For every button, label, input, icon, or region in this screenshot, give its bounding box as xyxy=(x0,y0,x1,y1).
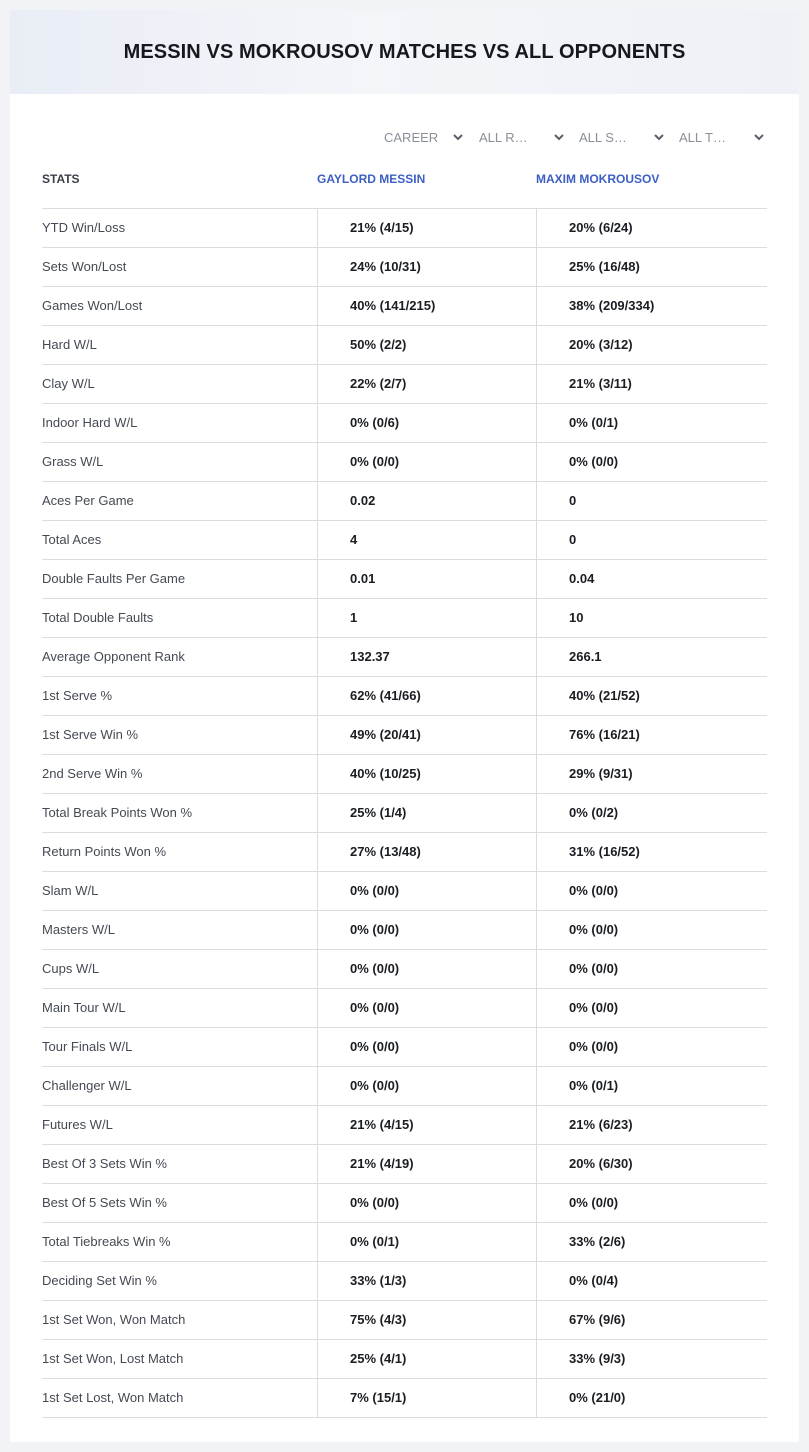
player2-value: 0 xyxy=(569,532,577,547)
player2-value: 0% (0/0) xyxy=(569,883,619,898)
stat-label: 1st Serve Win % xyxy=(42,727,139,742)
filter-rounds-label: ALL R… xyxy=(479,129,528,145)
player2-value-cell xyxy=(536,443,768,481)
player1-value: 0% (0/0) xyxy=(350,1195,400,1210)
table-row xyxy=(42,209,767,248)
player2-value: 0% (0/0) xyxy=(569,961,619,976)
table-row xyxy=(42,1106,767,1145)
table-row xyxy=(42,638,767,677)
player1-value: 40% (10/25) xyxy=(350,766,421,781)
stat-label: Best Of 3 Sets Win % xyxy=(42,1156,167,1171)
player2-value-cell xyxy=(536,755,768,793)
player2-value: 67% (9/6) xyxy=(569,1312,626,1327)
filter-surface-label: ALL S… xyxy=(579,129,627,145)
chevron-down-icon xyxy=(653,131,665,143)
stat-label: Futures W/L xyxy=(42,1117,113,1132)
player1-value: 49% (20/41) xyxy=(350,727,421,742)
table-row xyxy=(42,1379,767,1418)
stat-label: Deciding Set Win % xyxy=(42,1273,157,1288)
table-row xyxy=(42,1067,767,1106)
player2-value: 10 xyxy=(569,610,584,625)
player2-value-cell xyxy=(536,911,768,949)
player1-value: 25% (1/4) xyxy=(350,805,407,820)
stat-label: YTD Win/Loss xyxy=(42,220,126,235)
player1-value-cell xyxy=(317,482,537,520)
player1-value: 0% (0/0) xyxy=(350,454,400,469)
page-title: MESSIN VS MOKROUSOV MATCHES VS ALL OPPONENTS xyxy=(123,40,686,63)
player1-value: 0% (0/0) xyxy=(350,1078,400,1093)
table-row xyxy=(42,794,767,833)
table-row xyxy=(42,833,767,872)
player1-value-cell xyxy=(317,1184,537,1222)
table-row xyxy=(42,677,767,716)
player1-value: 21% (4/15) xyxy=(350,1117,414,1132)
table-row xyxy=(42,521,767,560)
player1-value-cell xyxy=(317,443,537,481)
player2-value-cell xyxy=(536,404,768,442)
player1-value: 0% (0/0) xyxy=(350,961,400,976)
table-row xyxy=(42,404,767,443)
stat-label: Tour Finals W/L xyxy=(42,1039,133,1054)
stat-label: Total Aces xyxy=(42,532,102,547)
player2-value: 29% (9/31) xyxy=(569,766,633,781)
player2-value: 33% (2/6) xyxy=(569,1234,626,1249)
player1-value-cell xyxy=(317,1340,537,1378)
player1-value-cell xyxy=(317,1067,537,1105)
player2-value: 76% (16/21) xyxy=(569,727,640,742)
player1-value-cell xyxy=(317,560,537,598)
stat-label: Best Of 5 Sets Win % xyxy=(42,1195,167,1210)
table-row xyxy=(42,1145,767,1184)
table-header xyxy=(42,168,767,209)
table-row xyxy=(42,287,767,326)
player2-value: 25% (16/48) xyxy=(569,259,640,274)
player1-value: 25% (4/1) xyxy=(350,1351,407,1366)
stat-label: Return Points Won % xyxy=(42,844,167,859)
player2-value: 20% (3/12) xyxy=(569,337,633,352)
stat-label: Masters W/L xyxy=(42,922,115,937)
player1-value: 0% (0/0) xyxy=(350,1039,400,1054)
player1-value: 62% (41/66) xyxy=(350,688,421,703)
filter-rounds-select[interactable] xyxy=(479,126,565,148)
player2-value-cell xyxy=(536,1379,768,1417)
player2-value-cell xyxy=(536,248,768,286)
column-header-stats: STATS xyxy=(42,172,80,186)
filter-tournament-label: ALL T… xyxy=(679,129,726,145)
stat-label: 2nd Serve Win % xyxy=(42,766,143,781)
filter-period-label: CAREER xyxy=(384,129,439,145)
player1-value: 0.02 xyxy=(350,493,376,508)
player2-value-cell xyxy=(536,326,768,364)
table-row xyxy=(42,1223,767,1262)
player1-value-cell xyxy=(317,1301,537,1339)
player2-value: 38% (209/334) xyxy=(569,298,655,313)
player2-value: 33% (9/3) xyxy=(569,1351,626,1366)
player2-value-cell xyxy=(536,1028,768,1066)
player1-value-cell xyxy=(317,833,537,871)
stat-label: Sets Won/Lost xyxy=(42,259,127,274)
table-row xyxy=(42,755,767,794)
player2-value-cell xyxy=(536,872,768,910)
player1-value: 21% (4/15) xyxy=(350,220,414,235)
player2-value-cell xyxy=(536,1067,768,1105)
table-row xyxy=(42,989,767,1028)
player1-value: 0% (0/0) xyxy=(350,1000,400,1015)
player2-value-cell xyxy=(536,1262,768,1300)
stat-label: Total Tiebreaks Win % xyxy=(42,1234,171,1249)
player2-value: 0% (0/0) xyxy=(569,1039,619,1054)
player2-value: 20% (6/24) xyxy=(569,220,633,235)
player2-value-cell xyxy=(536,209,768,247)
filters-bar xyxy=(10,126,799,148)
player1-value-cell xyxy=(317,950,537,988)
player2-value: 0% (0/0) xyxy=(569,1195,619,1210)
player2-value: 0% (0/2) xyxy=(569,805,619,820)
player2-value: 0% (0/0) xyxy=(569,454,619,469)
player1-value-cell xyxy=(317,1028,537,1066)
player2-value: 40% (21/52) xyxy=(569,688,640,703)
player1-value-cell xyxy=(317,599,537,637)
player1-value-cell xyxy=(317,794,537,832)
stat-label: Aces Per Game xyxy=(42,493,134,508)
table-row xyxy=(42,911,767,950)
table-row xyxy=(42,482,767,521)
player1-value-cell xyxy=(317,404,537,442)
stat-label: 1st Set Won, Won Match xyxy=(42,1312,186,1327)
player1-value: 0% (0/1) xyxy=(350,1234,400,1249)
filter-surface-select[interactable] xyxy=(579,126,665,148)
table-row xyxy=(42,1262,767,1301)
player1-value: 24% (10/31) xyxy=(350,259,421,274)
stat-label: Total Break Points Won % xyxy=(42,805,193,820)
stat-label: Main Tour W/L xyxy=(42,1000,126,1015)
player1-value-cell xyxy=(317,326,537,364)
header xyxy=(10,10,799,94)
player1-value-cell xyxy=(317,638,537,676)
player2-value: 21% (6/23) xyxy=(569,1117,633,1132)
player1-value: 75% (4/3) xyxy=(350,1312,407,1327)
player2-value-cell xyxy=(536,521,768,559)
stat-label: Games Won/Lost xyxy=(42,298,143,313)
player2-value: 0% (0/1) xyxy=(569,415,619,430)
player1-value: 7% (15/1) xyxy=(350,1390,407,1405)
player2-value-cell xyxy=(536,950,768,988)
player1-value-cell xyxy=(317,716,537,754)
player2-value-cell xyxy=(536,599,768,637)
player1-value: 21% (4/19) xyxy=(350,1156,414,1171)
player1-value: 1 xyxy=(350,610,358,625)
player2-value-cell xyxy=(536,1184,768,1222)
player1-value-cell xyxy=(317,1262,537,1300)
player1-value-cell xyxy=(317,1379,537,1417)
player2-value-cell xyxy=(536,1301,768,1339)
player1-value-cell xyxy=(317,287,537,325)
player2-value-cell xyxy=(536,716,768,754)
player1-value: 22% (2/7) xyxy=(350,376,407,391)
player2-value: 0% (0/4) xyxy=(569,1273,619,1288)
stats-table-body xyxy=(42,209,767,1418)
player2-value: 0 xyxy=(569,493,577,508)
filter-tournament-select[interactable] xyxy=(679,126,765,148)
table-row xyxy=(42,560,767,599)
player1-value-cell xyxy=(317,521,537,559)
table-row xyxy=(42,1028,767,1067)
player1-value: 50% (2/2) xyxy=(350,337,407,352)
player2-value-cell xyxy=(536,1106,768,1144)
column-header-player1[interactable]: GAYLORD MESSIN xyxy=(317,172,426,186)
player1-value-cell xyxy=(317,1106,537,1144)
player1-value: 0.01 xyxy=(350,571,376,586)
player2-value: 0% (0/0) xyxy=(569,1000,619,1015)
player2-value: 0.04 xyxy=(569,571,595,586)
stat-label: Average Opponent Rank xyxy=(42,649,185,664)
table-row xyxy=(42,443,767,482)
stat-label: 1st Serve % xyxy=(42,688,113,703)
stat-label: Total Double Faults xyxy=(42,610,154,625)
player1-value: 0% (0/0) xyxy=(350,922,400,937)
player2-value-cell xyxy=(536,638,768,676)
stat-label: Grass W/L xyxy=(42,454,104,469)
chevron-down-icon xyxy=(753,131,765,143)
player1-value-cell xyxy=(317,872,537,910)
player2-value-cell xyxy=(536,1223,768,1261)
player2-value: 266.1 xyxy=(569,649,602,664)
stat-label: 1st Set Lost, Won Match xyxy=(42,1390,184,1405)
table-row xyxy=(42,1184,767,1223)
player1-value-cell xyxy=(317,677,537,715)
table-row xyxy=(42,599,767,638)
player2-value: 0% (0/1) xyxy=(569,1078,619,1093)
chevron-down-icon xyxy=(553,131,565,143)
stats-card xyxy=(10,10,799,1442)
stat-label: Slam W/L xyxy=(42,883,99,898)
player1-value: 40% (141/215) xyxy=(350,298,436,313)
player2-value-cell xyxy=(536,794,768,832)
player1-value-cell xyxy=(317,209,537,247)
player2-value: 20% (6/30) xyxy=(569,1156,633,1171)
player1-value: 27% (13/48) xyxy=(350,844,421,859)
player2-value: 21% (3/11) xyxy=(569,376,632,391)
table-row xyxy=(42,365,767,404)
player1-value-cell xyxy=(317,1145,537,1183)
stat-label: Clay W/L xyxy=(42,376,95,391)
player2-value: 31% (16/52) xyxy=(569,844,640,859)
stat-label: Double Faults Per Game xyxy=(42,571,186,586)
player2-value: 0% (0/0) xyxy=(569,922,619,937)
player1-value-cell xyxy=(317,248,537,286)
player2-value-cell xyxy=(536,482,768,520)
player1-value-cell xyxy=(317,1223,537,1261)
player2-value-cell xyxy=(536,365,768,403)
player1-value-cell xyxy=(317,755,537,793)
player1-value-cell xyxy=(317,365,537,403)
player2-value-cell xyxy=(536,560,768,598)
table-row xyxy=(42,1340,767,1379)
stat-label: Challenger W/L xyxy=(42,1078,132,1093)
table-row xyxy=(42,248,767,287)
player1-value: 33% (1/3) xyxy=(350,1273,407,1288)
table-row xyxy=(42,872,767,911)
stat-label: Cups W/L xyxy=(42,961,100,976)
filter-period-select[interactable] xyxy=(384,126,464,148)
table-row xyxy=(42,716,767,755)
player1-value: 132.37 xyxy=(350,649,390,664)
player2-value: 0% (21/0) xyxy=(569,1390,626,1405)
player2-value-cell xyxy=(536,1145,768,1183)
player2-value-cell xyxy=(536,989,768,1027)
column-header-player2[interactable]: MAXIM MOKROUSOV xyxy=(536,172,660,186)
player1-value-cell xyxy=(317,911,537,949)
player2-value-cell xyxy=(536,677,768,715)
table-row xyxy=(42,950,767,989)
player1-value: 4 xyxy=(350,532,358,547)
table-row xyxy=(42,1301,767,1340)
player1-value: 0% (0/0) xyxy=(350,883,400,898)
player2-value-cell xyxy=(536,833,768,871)
stat-label: Indoor Hard W/L xyxy=(42,415,138,430)
player1-value-cell xyxy=(317,989,537,1027)
player2-value-cell xyxy=(536,287,768,325)
stat-label: 1st Set Won, Lost Match xyxy=(42,1351,184,1366)
chevron-down-icon xyxy=(452,131,464,143)
player1-value: 0% (0/6) xyxy=(350,415,400,430)
stat-label: Hard W/L xyxy=(42,337,97,352)
player2-value-cell xyxy=(536,1340,768,1378)
table-row xyxy=(42,326,767,365)
